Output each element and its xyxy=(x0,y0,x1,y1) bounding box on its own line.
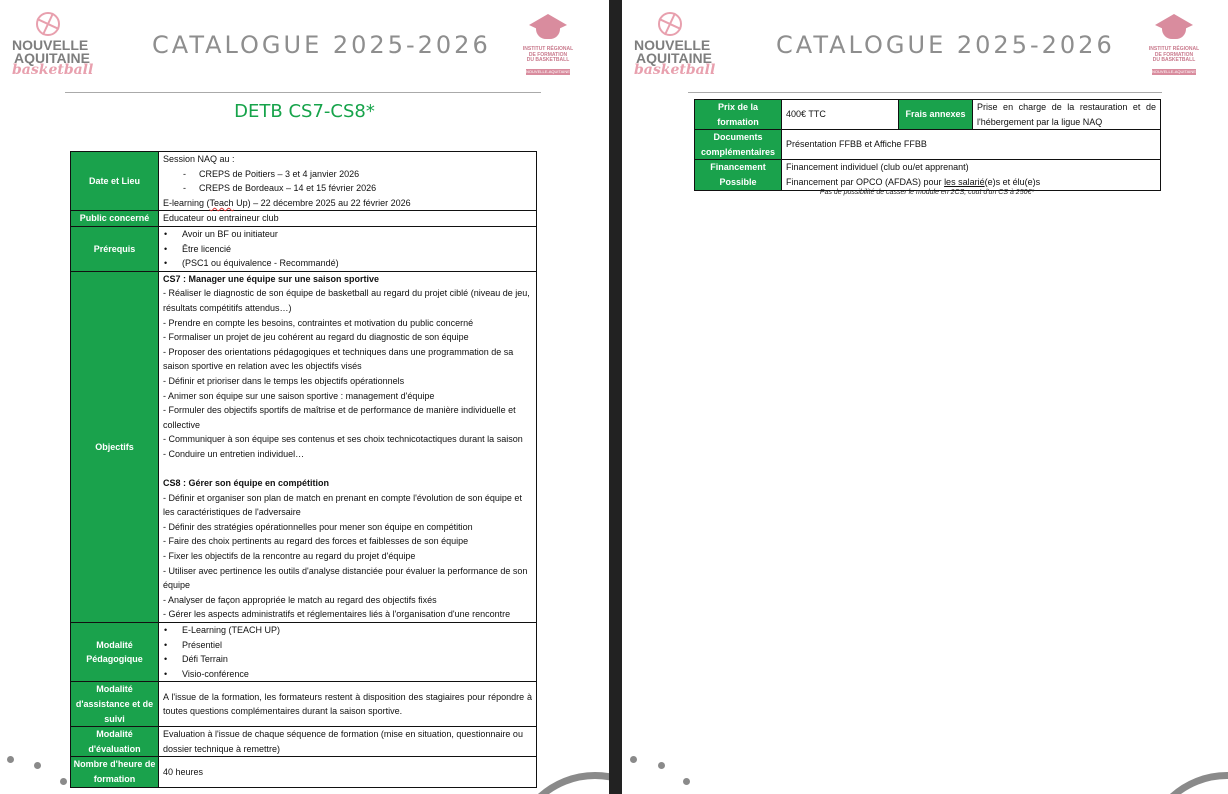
row-value: A l'issue de la formation, les formateurs restent à disposition des stagiaires pour répondre à toutes questions complémentaires durant la saison sportive. xyxy=(159,682,537,727)
nouvelle-aquitaine-basketball-logo xyxy=(12,12,92,78)
catalogue-title: CATALOGUE 2025-2026 xyxy=(152,31,491,59)
institut-badge: NOUVELLE-AQUITAINE xyxy=(1152,69,1196,74)
objective-line: - Prendre en compte les besoins, contraintes et motivation du public concerné xyxy=(163,317,474,328)
decorative-dot xyxy=(630,756,637,763)
list-item: • Avoir un BF ou initiateur xyxy=(163,227,532,242)
decorative-arc xyxy=(1142,772,1228,794)
catalogue-title: CATALOGUE 2025-2026 xyxy=(776,31,1115,59)
table-row-date-lieu xyxy=(71,152,537,211)
table-row-prix xyxy=(695,100,1161,130)
logo-text-line3: basketball xyxy=(634,62,716,78)
institut-line1: INSTITUT RÉGIONAL xyxy=(522,46,574,52)
row-value: 400€ TTC xyxy=(782,100,899,130)
list-item: • Être licencié xyxy=(163,242,532,257)
row-value xyxy=(159,271,537,622)
decorative-dot xyxy=(60,778,67,785)
row-label: Date et Lieu xyxy=(71,152,159,211)
objective-line: - Animer son équipe sur une saison sportive : management d'équipe xyxy=(163,390,435,401)
elearning-post: Up) – 22 décembre 2025 au 22 février 2026 xyxy=(233,197,411,208)
list-item: • Présentiel xyxy=(163,638,532,653)
header-divider xyxy=(688,92,1162,93)
institut-text xyxy=(1141,47,1207,64)
financement-pre: Financement par OPCO (AFDAS) pour xyxy=(786,176,945,187)
institut-regional-logo xyxy=(1141,14,1207,78)
session-site: - CREPS de Bordeaux – 14 et 15 février 2026 xyxy=(163,181,532,196)
objective-line: - Faire des choix pertinents au regard des forces et faiblesses de son équipe xyxy=(163,536,469,547)
objective-line: - Communiquer à son équipe ses contenus et ses choix technicotactiques durant la saison xyxy=(163,434,523,445)
elearning-teach: Teach xyxy=(209,197,234,208)
row-value xyxy=(159,226,537,271)
institut-line3: DU BASKETBALL xyxy=(1152,57,1196,63)
logo-text-line1: NOUVELLE xyxy=(634,37,711,53)
objective-line: - Définir des stratégies opérationnelles pour mener son équipe en compétition xyxy=(163,521,473,532)
institut-badge: NOUVELLE-AQUITAINE xyxy=(526,69,570,74)
objective-line: - Définir et prioriser dans le temps les objectifs opérationnels xyxy=(163,375,405,386)
table-row-financement xyxy=(695,160,1161,190)
financement-post: (e)s et élu(e)s xyxy=(984,176,1041,187)
financement-line xyxy=(786,175,1156,190)
cs7-title: CS7 : Manager une équipe sur une saison sportive xyxy=(163,273,380,284)
objective-line: - Réaliser le diagnostic de son équipe de basketball au regard du projet ciblé (niveau de jeu, résultats compétitifs attendus…) xyxy=(163,288,530,313)
row-label: Modalité d'assistance et de suivi xyxy=(71,682,159,727)
basketball-icon xyxy=(36,12,60,36)
logo-text-line3: basketball xyxy=(12,62,94,78)
row-value: Prise en charge de la restauration et de l'hébergement par la ligue NAQ xyxy=(973,100,1161,130)
header-divider xyxy=(65,92,541,93)
row-label: Prérequis xyxy=(71,226,159,271)
decorative-dot xyxy=(7,756,14,763)
table-row-modalite-assistance xyxy=(71,682,537,727)
logo-text-line2: AQUITAINE xyxy=(14,50,90,66)
session-intro: Session NAQ au : xyxy=(163,154,235,164)
document-page-1 xyxy=(0,0,609,794)
footnote: Pas de possibilité de casser le module en 2CS, cout d'un CS à 250€* xyxy=(819,189,1035,196)
row-label: Modalité d'évaluation xyxy=(71,727,159,757)
elearning-pre: E-learning ( xyxy=(163,197,210,208)
list-item: • E-Learning (TEACH UP) xyxy=(163,623,532,638)
row-label: Prix de la formation xyxy=(695,100,782,130)
objective-line: - Formuler des objectifs sportifs de maîtrise et de performance de manière individuelle et collective xyxy=(163,405,516,430)
institut-line2: DE FORMATION xyxy=(528,51,568,58)
table-row-prerequis xyxy=(71,226,537,271)
row-value: Educateur ou entraineur club xyxy=(159,211,537,227)
institut-regional-logo xyxy=(515,14,581,78)
row-label: Documents complémentaires xyxy=(695,130,782,160)
row-value: Evaluation à l'issue de chaque séquence de formation (mise en situation, questionnaire ou dossier technique à remettre) xyxy=(159,727,537,757)
objective-line: - Conduire un entretien individuel… xyxy=(163,448,305,459)
table-row-objectifs xyxy=(71,271,537,622)
objective-line: - Gérer les aspects administratifs et réglementaires liés à l'organisation d'une rencontre xyxy=(163,609,511,620)
document-page-2 xyxy=(622,0,1228,794)
document-title: DETB CS7-CS8* xyxy=(234,101,375,122)
objective-line: - Définir et organiser son plan de match en prenant en compte l'évolution de son équipe et les caractéristiques de l'adversaire xyxy=(163,492,522,518)
graduation-cap-icon-base xyxy=(1162,28,1186,39)
session-site: - CREPS de Poitiers – 3 et 4 janvier 2026 xyxy=(163,167,532,182)
list-item: • Visio-conférence xyxy=(163,667,532,682)
graduation-cap-icon-base xyxy=(536,28,560,39)
decorative-dot xyxy=(658,762,665,769)
spacer xyxy=(163,461,532,476)
logo-text-line2: AQUITAINE xyxy=(636,50,712,66)
objective-line: - Utiliser avec pertinence les outils d'analyse distanciée pour évaluer la performance de son équipe xyxy=(163,565,528,591)
objective-line: - Analyser de façon appropriée le match au regard des objectifs fixés xyxy=(163,594,437,605)
row-value: Présentation FFBB et Affiche FFBB xyxy=(782,130,1161,160)
graduation-cap-icon xyxy=(1155,14,1193,25)
decorative-dot xyxy=(34,762,41,769)
table-row-documents xyxy=(695,130,1161,160)
pricing-table xyxy=(694,99,1161,191)
financement-underlined: les salarié xyxy=(944,176,985,187)
table-row-modalite-pedagogique xyxy=(71,623,537,682)
decorative-dot xyxy=(683,778,690,785)
row-label: Objectifs xyxy=(71,271,159,622)
row-label: Frais annexes xyxy=(899,100,973,130)
row-value xyxy=(159,152,537,211)
institut-text xyxy=(515,47,581,64)
row-label: Public concerné xyxy=(71,211,159,227)
graduation-cap-icon xyxy=(529,14,567,25)
nouvelle-aquitaine-basketball-logo xyxy=(634,12,714,78)
objective-line: - Proposer des orientations pédagogiques et techniques dans une programmation de sa saison sportive en relation avec les objectifs visés xyxy=(163,346,514,372)
list-item: • (PSC1 ou équivalence - Recommandé) xyxy=(163,256,532,271)
row-label: Modalité Pédagogique xyxy=(71,623,159,682)
table-row-public xyxy=(71,211,537,227)
institut-line2: DE FORMATION xyxy=(1154,51,1194,58)
institut-line3: DU BASKETBALL xyxy=(526,57,570,63)
institut-line1: INSTITUT RÉGIONAL xyxy=(1148,46,1200,52)
objective-line: - Formaliser un projet de jeu cohérent au regard du diagnostic de son équipe xyxy=(163,332,469,343)
logo-text-line1: NOUVELLE xyxy=(12,37,89,53)
row-value xyxy=(159,623,537,682)
row-label: Nombre d'heure de formation xyxy=(71,757,159,787)
row-value: 40 heures xyxy=(159,757,537,787)
table-row-modalite-evaluation xyxy=(71,727,537,757)
row-label: Financement Possible xyxy=(695,160,782,190)
row-value xyxy=(782,160,1161,190)
basketball-icon xyxy=(658,12,682,36)
formation-table xyxy=(70,151,537,788)
elearning-line xyxy=(163,196,532,211)
list-item: • Défi Terrain xyxy=(163,652,532,667)
objective-line: - Fixer les objectifs de la rencontre au regard du projet d'équipe xyxy=(163,551,416,562)
cs8-title: CS8 : Gérer son équipe en compétition xyxy=(163,478,330,489)
page-divider xyxy=(609,0,622,794)
table-row-nombre-heures xyxy=(71,757,537,787)
financement-line: Financement individuel (club ou/et apprenant) xyxy=(786,162,969,173)
